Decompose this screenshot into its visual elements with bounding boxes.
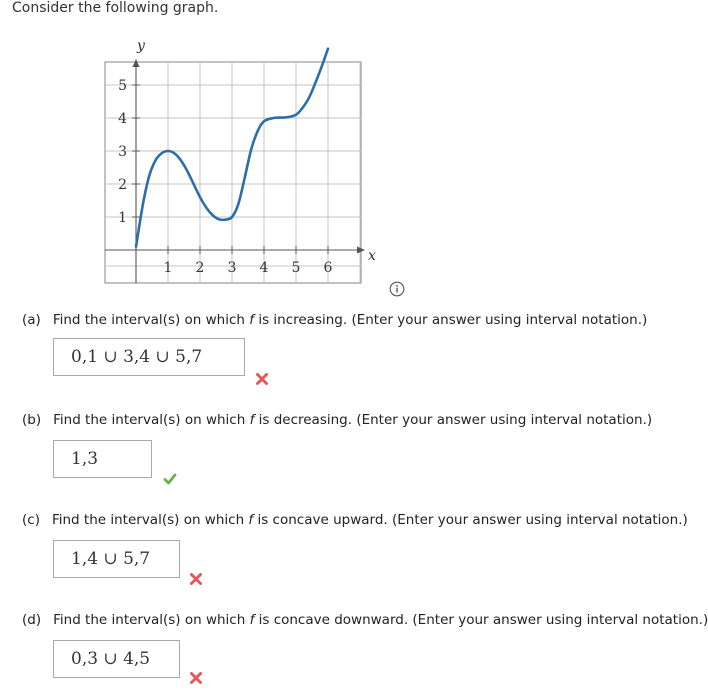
answer-d-value: 0,3 ∪ 4,5 (71, 649, 151, 669)
x-tick-label: 4 (259, 260, 269, 276)
x-tick-label: 3 (227, 260, 237, 276)
x-tick-label: 5 (291, 260, 301, 276)
incorrect-icon (189, 572, 203, 586)
x-tick-label: 2 (195, 260, 205, 276)
y-tick-label: 5 (118, 78, 127, 94)
question-a-var: f (249, 312, 255, 328)
question-c-text-after: is concave upward. (Enter your answer using interval notation.) (253, 512, 688, 528)
question-c-part: (c) (22, 512, 40, 528)
question-d-text-after: is concave downward. (Enter your answer using interval notation.) (254, 612, 708, 628)
x-axis-label: x (368, 248, 376, 264)
question-b (22, 412, 652, 428)
intro-text: Consider the following graph. (12, 0, 219, 16)
question-b-text-before: Find the interval(s) on which (53, 412, 250, 428)
question-b-text-after: is decreasing. (Enter your answer using interval notation.) (254, 412, 653, 428)
question-a-part: (a) (22, 312, 41, 328)
question-c-text-before: Find the interval(s) on which (51, 512, 249, 528)
answer-c-value: 1,4 ∪ 5,7 (71, 549, 151, 569)
x-tick-label: 1 (163, 260, 173, 276)
question-c-var: f (248, 512, 254, 528)
y-axis-arrow (133, 59, 140, 67)
x-tick-label: 6 (323, 260, 333, 276)
question-a-text-after: is increasing. (Enter your answer using interval notation.) (254, 312, 648, 328)
incorrect-icon (189, 671, 203, 685)
y-tick-label: 3 (118, 144, 127, 160)
question-d-var: f (249, 612, 255, 628)
function-graph (95, 30, 375, 292)
answer-c-input[interactable] (53, 540, 180, 578)
answer-b-input[interactable] (53, 440, 152, 478)
question-a-text-before: Find the interval(s) on which (52, 312, 250, 328)
answer-a-input[interactable] (53, 338, 245, 376)
y-tick-label: 4 (118, 111, 127, 127)
y-tick-label: 1 (118, 210, 127, 226)
answer-b-value: 1,3 (71, 449, 99, 469)
question-b-part: (b) (22, 412, 42, 428)
info-icon[interactable] (389, 281, 405, 297)
question-d-text-before: Find the interval(s) on which (53, 612, 250, 628)
graph-axes (105, 59, 365, 283)
question-d (22, 612, 708, 628)
incorrect-icon (255, 372, 269, 386)
question-d-part: (d) (22, 612, 42, 628)
answer-a-value: 0,1 ∪ 3,4 ∪ 5,7 (71, 347, 203, 367)
question-b-var: f (249, 412, 255, 428)
answer-d-input[interactable] (53, 640, 180, 678)
y-axis-label: y (137, 38, 145, 54)
question-a (22, 312, 647, 328)
correct-checkmark-icon (163, 472, 177, 486)
question-c (22, 512, 688, 528)
y-tick-label: 2 (118, 177, 127, 193)
